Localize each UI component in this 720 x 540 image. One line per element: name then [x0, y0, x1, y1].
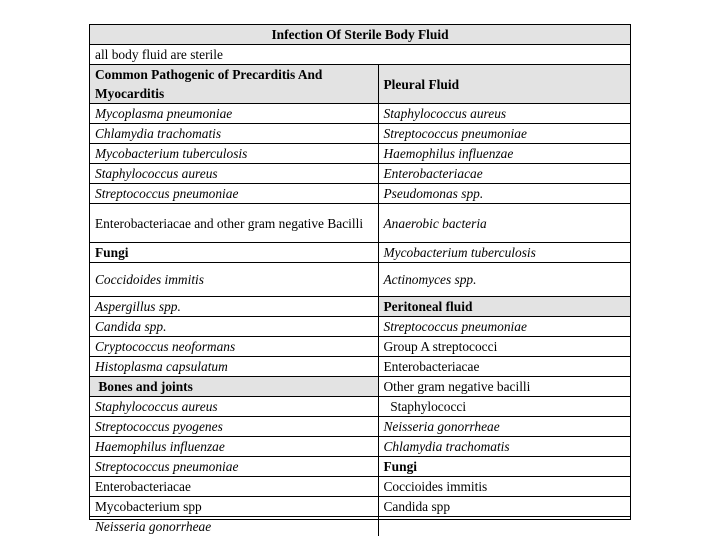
right-cell: Candida spp	[378, 497, 630, 517]
header-bones-joints: Bones and joints	[90, 377, 378, 397]
fluid-table-frame	[89, 24, 631, 534]
right-cell: Anaerobic bacteria	[378, 204, 630, 243]
left-cell: Aspergillus spp.	[90, 297, 378, 317]
right-cell: Other gram negative bacilli	[378, 377, 630, 397]
left-cell: Staphylococcus aureus	[90, 397, 378, 417]
left-cell: Histoplasma capsulatum	[90, 357, 378, 377]
right-cell: Group A streptococci	[378, 337, 630, 357]
left-cell: Haemophilus influenzae	[90, 437, 378, 457]
left-cell: Staphylococcus aureus	[90, 164, 378, 184]
right-cell: Staphylococci	[378, 397, 630, 417]
right-cell: Streptococcus pneumoniae	[378, 124, 630, 144]
header-peritoneal-fluid: Peritoneal fluid	[378, 297, 630, 317]
left-cell: Mycobacterium tuberculosis	[90, 144, 378, 164]
right-cell: Mycobacterium tuberculosis	[378, 243, 630, 263]
left-cell: Streptococcus pneumoniae	[90, 457, 378, 477]
table-title: Infection Of Sterile Body Fluid	[90, 25, 630, 45]
left-cell: Streptococcus pyogenes	[90, 417, 378, 437]
right-cell: Enterobacteriacae	[378, 357, 630, 377]
left-cell: Enterobacteriacae and other gram negative Bacilli	[90, 204, 378, 243]
left-heading-fungi: Fungi	[90, 243, 378, 263]
fluid-table	[90, 25, 630, 536]
right-cell: Chlamydia trachomatis	[378, 437, 630, 457]
left-cell: Mycobacterium spp	[90, 497, 378, 517]
left-cell: Mycoplasma pneumoniae	[90, 104, 378, 124]
right-cell: Coccioides immitis	[378, 477, 630, 497]
left-cell: Streptococcus pneumoniae	[90, 184, 378, 204]
right-cell: Pseudomonas spp.	[378, 184, 630, 204]
left-cell: Neisseria gonorrheae	[90, 517, 378, 537]
right-cell: Streptococcus pneumoniae	[378, 317, 630, 337]
left-cell: Cryptococcus neoformans	[90, 337, 378, 357]
header-pericarditis: Common Pathogenic of Precarditis And Myocarditis	[90, 65, 378, 104]
right-cell: Enterobacteriacae	[378, 164, 630, 184]
left-cell: Candida spp.	[90, 317, 378, 337]
right-heading-fungi: Fungi	[378, 457, 630, 477]
left-cell: Enterobacteriacae	[90, 477, 378, 497]
right-cell: Haemophilus influenzae	[378, 144, 630, 164]
intro-text: all body fluid are sterile	[90, 45, 630, 65]
right-cell: Staphylococcus aureus	[378, 104, 630, 124]
left-cell: Chlamydia trachomatis	[90, 124, 378, 144]
right-cell: Neisseria gonorrheae	[378, 417, 630, 437]
header-pleural-fluid: Pleural Fluid	[378, 65, 630, 104]
right-cell	[378, 517, 630, 537]
right-cell: Actinomyces spp.	[378, 263, 630, 297]
left-cell: Coccidoides immitis	[90, 263, 378, 297]
